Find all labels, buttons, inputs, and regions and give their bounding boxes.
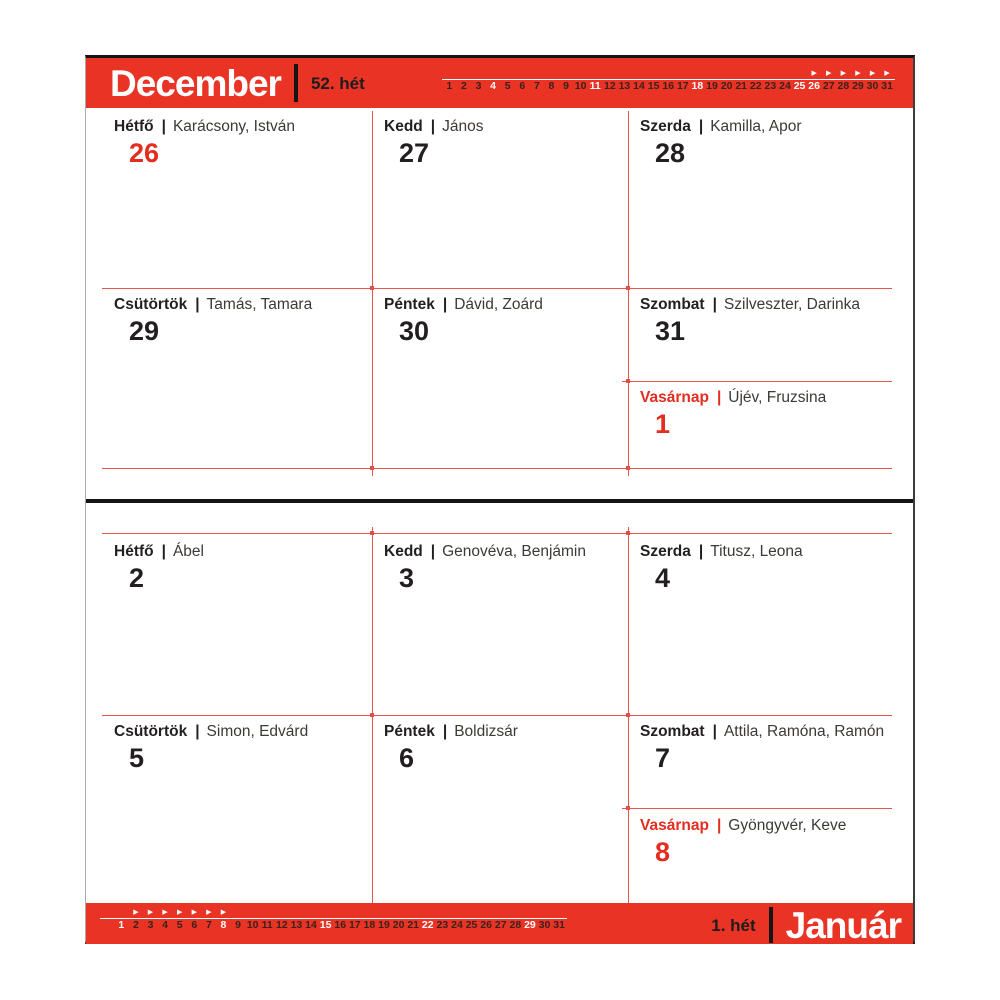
label-separator: | — [712, 296, 717, 313]
label-separator: | — [442, 723, 448, 740]
strip-day-number: 14 — [305, 919, 317, 931]
week-arrow-icon: ▶ — [176, 909, 183, 916]
strip-day-number: 21 — [735, 80, 748, 92]
strip-day-cell — [318, 919, 333, 932]
strip-day-number: 23 — [436, 919, 449, 931]
strip-day-cell — [406, 919, 421, 932]
date-number: 31 — [655, 316, 686, 346]
strip-day-number: 26 — [808, 80, 820, 92]
strip-day-cell — [632, 80, 647, 93]
name-day-names: Szilveszter, Darinka — [723, 296, 861, 313]
day-cell-friday — [384, 723, 518, 772]
name-day-names: Kamilla, Apor — [710, 118, 802, 135]
day-cell-sunday — [640, 817, 846, 866]
day-name: Vasárnap — [640, 817, 709, 834]
strip-underline — [100, 918, 567, 919]
label-separator: | — [698, 118, 704, 135]
strip-day-number: 11 — [589, 80, 601, 92]
strip-day-number: 4 — [162, 919, 168, 931]
name-day-names: Dávid, Zoárd — [454, 296, 543, 313]
strip-day-number: 3 — [147, 919, 154, 931]
strip-day-number: 7 — [533, 80, 540, 92]
strip-day-cell — [559, 80, 574, 93]
day-cell-saturday — [640, 723, 884, 772]
january-panel — [86, 503, 913, 903]
strip-day-cell — [129, 919, 144, 932]
strip-day-cell — [748, 80, 763, 93]
week-arrow-icon: ▶ — [206, 909, 212, 916]
strip-day-cell — [537, 919, 552, 932]
name-day-names: Boldizsár — [454, 723, 518, 740]
strip-day-cell — [114, 919, 129, 932]
title-divider-bar — [769, 907, 773, 943]
strip-day-number: 5 — [176, 919, 183, 931]
december-week-label: 52. hét — [310, 73, 365, 93]
grid-dot — [370, 713, 374, 717]
strip-day-number: 6 — [519, 80, 526, 92]
strip-day-number: 11 — [261, 919, 273, 931]
january-title — [711, 905, 901, 945]
january-week-label: 1. hét — [711, 915, 756, 935]
date-number: 6 — [399, 743, 415, 773]
strip-day-number: 21 — [407, 919, 420, 931]
strip-day-number: 26 — [480, 919, 492, 931]
strip-day-cell — [508, 919, 523, 932]
label-separator: | — [442, 296, 448, 313]
week-arrow-icon: ▶ — [133, 909, 139, 916]
strip-day-number: 22 — [749, 80, 762, 92]
strip-day-cell — [646, 80, 661, 93]
strip-day-cell — [661, 80, 676, 93]
strip-day-cell — [515, 80, 530, 93]
strip-day-cell — [348, 919, 363, 932]
day-cell-monday — [114, 118, 295, 167]
grid-dot — [626, 806, 630, 810]
strip-day-number: 18 — [691, 80, 704, 92]
strip-day-cell — [530, 80, 545, 93]
january-footer-bar — [86, 903, 913, 944]
strip-day-cell — [442, 80, 457, 93]
label-separator: | — [716, 389, 722, 406]
name-day-names: Genovéva, Benjámin — [442, 543, 586, 560]
strip-day-number: 15 — [647, 80, 660, 92]
name-day-names: Karácsony, István — [172, 118, 296, 135]
strip-day-cell — [821, 80, 836, 93]
name-day-names: Ábel — [172, 543, 204, 560]
label-separator: | — [698, 543, 704, 560]
name-day-names: Gyöngyvér, Keve — [728, 817, 847, 834]
strip-day-cell — [479, 919, 494, 932]
strip-day-number: 15 — [319, 919, 332, 931]
strip-day-cell — [275, 919, 290, 932]
strip-day-number: 9 — [235, 919, 241, 931]
strip-day-number: 8 — [220, 919, 227, 931]
strip-day-number: 12 — [275, 919, 288, 931]
strip-day-number: 6 — [191, 919, 198, 931]
week-arrow-icon: ▶ — [162, 909, 168, 916]
strip-day-cell — [377, 919, 392, 932]
strip-day-number: 9 — [563, 80, 569, 92]
december-header-bar — [86, 58, 913, 108]
strip-day-number: 30 — [866, 80, 879, 92]
date-number: 7 — [655, 743, 671, 773]
week-arrow-icon: ▶ — [811, 70, 817, 77]
day-name: Szerda — [640, 118, 691, 135]
day-cell-monday — [114, 543, 204, 592]
strip-day-number: 16 — [662, 80, 675, 92]
week-arrow-icon: ▶ — [147, 909, 154, 916]
strip-day-number: 2 — [132, 919, 139, 931]
day-cell-saturday — [640, 296, 860, 345]
grid-hline — [102, 288, 892, 289]
strip-underline — [442, 79, 895, 80]
day-cell-tuesday — [384, 543, 586, 592]
label-separator: | — [716, 817, 722, 834]
strip-day-number: 24 — [779, 80, 791, 92]
week-arrow-icon: ▶ — [840, 70, 847, 77]
strip-day-number: 19 — [706, 80, 718, 92]
strip-day-number: 27 — [822, 80, 835, 92]
title-divider-bar — [294, 64, 298, 102]
day-cell-wednesday — [640, 118, 802, 167]
grid-dot — [370, 286, 374, 290]
week-arrow-icon: ▶ — [855, 70, 861, 77]
strip-day-cell — [880, 80, 895, 93]
date-number: 26 — [129, 138, 160, 168]
strip-day-cell — [471, 80, 486, 93]
strip-day-cell — [851, 80, 866, 93]
strip-day-number: 14 — [633, 80, 645, 92]
strip-day-cell — [807, 80, 822, 93]
day-cell-tuesday — [384, 118, 483, 167]
day-name: Hétfő — [114, 118, 154, 135]
strip-day-number: 12 — [603, 80, 616, 92]
strip-day-number: 31 — [881, 80, 893, 92]
december-day-numbers — [442, 80, 895, 93]
strip-day-number: 28 — [509, 919, 522, 931]
date-number: 4 — [655, 563, 671, 593]
day-name: Csütörtök — [114, 296, 188, 313]
sunday-divider-line — [622, 381, 892, 382]
label-separator: | — [430, 543, 436, 560]
day-cell-thursday — [114, 723, 308, 772]
label-separator: | — [195, 296, 200, 313]
december-panel — [86, 108, 913, 499]
day-name: Csütörtök — [114, 723, 188, 740]
strip-day-cell — [202, 919, 217, 932]
week-arrow-icon: ▶ — [869, 70, 876, 77]
january-day-numbers — [114, 919, 567, 932]
strip-day-number: 2 — [460, 80, 467, 92]
label-separator: | — [161, 118, 166, 135]
date-number: 3 — [399, 563, 415, 593]
strip-day-number: 31 — [553, 919, 565, 931]
day-name: Kedd — [384, 118, 423, 135]
desk-calendar — [85, 55, 915, 944]
date-number: 27 — [399, 138, 430, 168]
week-arrow-icon: ▶ — [220, 909, 227, 916]
grid-dot — [626, 379, 630, 383]
day-cell-sunday — [640, 389, 826, 438]
label-separator: | — [161, 543, 166, 560]
strip-day-cell — [523, 919, 538, 932]
grid-dot — [370, 531, 374, 535]
strip-day-number: 28 — [837, 80, 850, 92]
week-arrow-icon: ▶ — [826, 70, 832, 77]
strip-day-number: 29 — [852, 80, 864, 92]
strip-day-number: 17 — [676, 80, 689, 92]
grid-dot — [626, 466, 630, 470]
date-number: 28 — [655, 138, 686, 168]
strip-day-cell — [719, 80, 734, 93]
strip-day-number: 25 — [465, 919, 478, 931]
strip-day-number: 1 — [118, 919, 125, 931]
strip-day-cell — [676, 80, 691, 93]
day-name: Vasárnap — [640, 389, 709, 406]
day-name: Hétfő — [114, 543, 154, 560]
strip-day-number: 17 — [348, 919, 361, 931]
day-name: Péntek — [384, 723, 435, 740]
strip-day-cell — [734, 80, 749, 93]
day-name: Szombat — [640, 723, 705, 740]
strip-day-cell — [143, 919, 158, 932]
strip-day-number: 5 — [504, 80, 511, 92]
name-day-names: Simon, Edvárd — [206, 723, 309, 740]
strip-day-cell — [486, 80, 501, 93]
strip-day-number: 20 — [392, 919, 405, 931]
strip-day-number: 23 — [764, 80, 777, 92]
strip-day-cell — [573, 80, 588, 93]
strip-day-cell — [362, 919, 377, 932]
strip-day-number: 10 — [246, 919, 259, 931]
strip-day-cell — [778, 80, 793, 93]
date-number: 29 — [129, 316, 160, 346]
grid-dot — [370, 466, 374, 470]
strip-day-cell — [391, 919, 406, 932]
grid-dot — [626, 531, 630, 535]
strip-day-number: 16 — [334, 919, 347, 931]
strip-day-number: 4 — [490, 80, 496, 92]
strip-day-cell — [289, 919, 304, 932]
strip-day-number: 19 — [378, 919, 390, 931]
label-separator: | — [430, 118, 436, 135]
grid-vline — [372, 111, 373, 476]
date-number: 8 — [655, 837, 671, 867]
grid-dot — [626, 286, 630, 290]
strip-day-cell — [865, 80, 880, 93]
strip-day-cell — [603, 80, 618, 93]
label-separator: | — [712, 723, 717, 740]
strip-day-cell — [836, 80, 851, 93]
january-month-name: Január — [785, 904, 901, 946]
day-cell-wednesday — [640, 543, 803, 592]
strip-day-cell — [158, 919, 173, 932]
strip-day-number: 8 — [548, 80, 555, 92]
strip-day-number: 13 — [290, 919, 303, 931]
grid-hline — [102, 715, 892, 716]
december-title — [110, 63, 365, 103]
strip-day-cell — [304, 919, 319, 932]
strip-day-cell — [450, 919, 465, 932]
strip-day-number: 25 — [793, 80, 806, 92]
day-name: Szombat — [640, 296, 705, 313]
strip-day-number: 3 — [475, 80, 482, 92]
label-separator: | — [195, 723, 200, 740]
january-day-strip — [114, 908, 567, 932]
grid-hline — [102, 533, 892, 534]
strip-day-cell — [260, 919, 275, 932]
strip-day-cell — [457, 80, 472, 93]
strip-day-number: 10 — [574, 80, 587, 92]
strip-day-number: 13 — [618, 80, 631, 92]
strip-day-cell — [464, 919, 479, 932]
day-name: Kedd — [384, 543, 423, 560]
grid-vline — [628, 111, 629, 476]
day-name: Péntek — [384, 296, 435, 313]
strip-day-cell — [333, 919, 348, 932]
strip-day-number: 1 — [446, 80, 453, 92]
day-name: Szerda — [640, 543, 691, 560]
week-arrow-icon: ▶ — [884, 70, 890, 77]
strip-day-cell — [792, 80, 807, 93]
day-cell-thursday — [114, 296, 312, 345]
december-day-strip — [442, 69, 895, 93]
sunday-divider-line — [622, 808, 892, 809]
strip-day-cell — [544, 80, 559, 93]
strip-day-number: 30 — [538, 919, 551, 931]
strip-day-cell — [493, 919, 508, 932]
name-day-names: Tamás, Tamara — [206, 296, 313, 313]
strip-day-cell — [588, 80, 603, 93]
strip-day-cell — [617, 80, 632, 93]
date-number: 5 — [129, 743, 145, 773]
strip-day-cell — [500, 80, 515, 93]
strip-day-cell — [763, 80, 778, 93]
strip-day-cell — [231, 919, 246, 932]
strip-day-number: 18 — [363, 919, 376, 931]
strip-day-number: 27 — [494, 919, 507, 931]
strip-day-cell — [187, 919, 202, 932]
strip-day-number: 22 — [421, 919, 434, 931]
strip-day-cell — [552, 919, 567, 932]
name-day-names: János — [442, 118, 484, 135]
strip-day-cell — [690, 80, 705, 93]
strip-day-cell — [172, 919, 187, 932]
date-number: 2 — [129, 563, 145, 593]
strip-day-cell — [435, 919, 450, 932]
date-number: 30 — [399, 316, 430, 346]
name-day-names: Újév, Fruzsina — [728, 389, 827, 406]
grid-dot — [626, 713, 630, 717]
date-number: 1 — [655, 409, 671, 439]
strip-day-cell — [705, 80, 720, 93]
strip-day-cell — [216, 919, 231, 932]
strip-day-number: 29 — [524, 919, 536, 931]
name-day-names: Attila, Ramóna, Ramón — [723, 723, 885, 740]
strip-day-number: 24 — [451, 919, 463, 931]
strip-day-number: 20 — [720, 80, 733, 92]
name-day-names: Titusz, Leona — [710, 543, 803, 560]
day-cell-friday — [384, 296, 543, 345]
strip-day-number: 7 — [205, 919, 212, 931]
strip-day-cell — [245, 919, 260, 932]
grid-hline — [102, 468, 892, 469]
december-month-name: December — [110, 62, 281, 104]
strip-day-cell — [420, 919, 435, 932]
week-arrow-icon: ▶ — [191, 909, 197, 916]
